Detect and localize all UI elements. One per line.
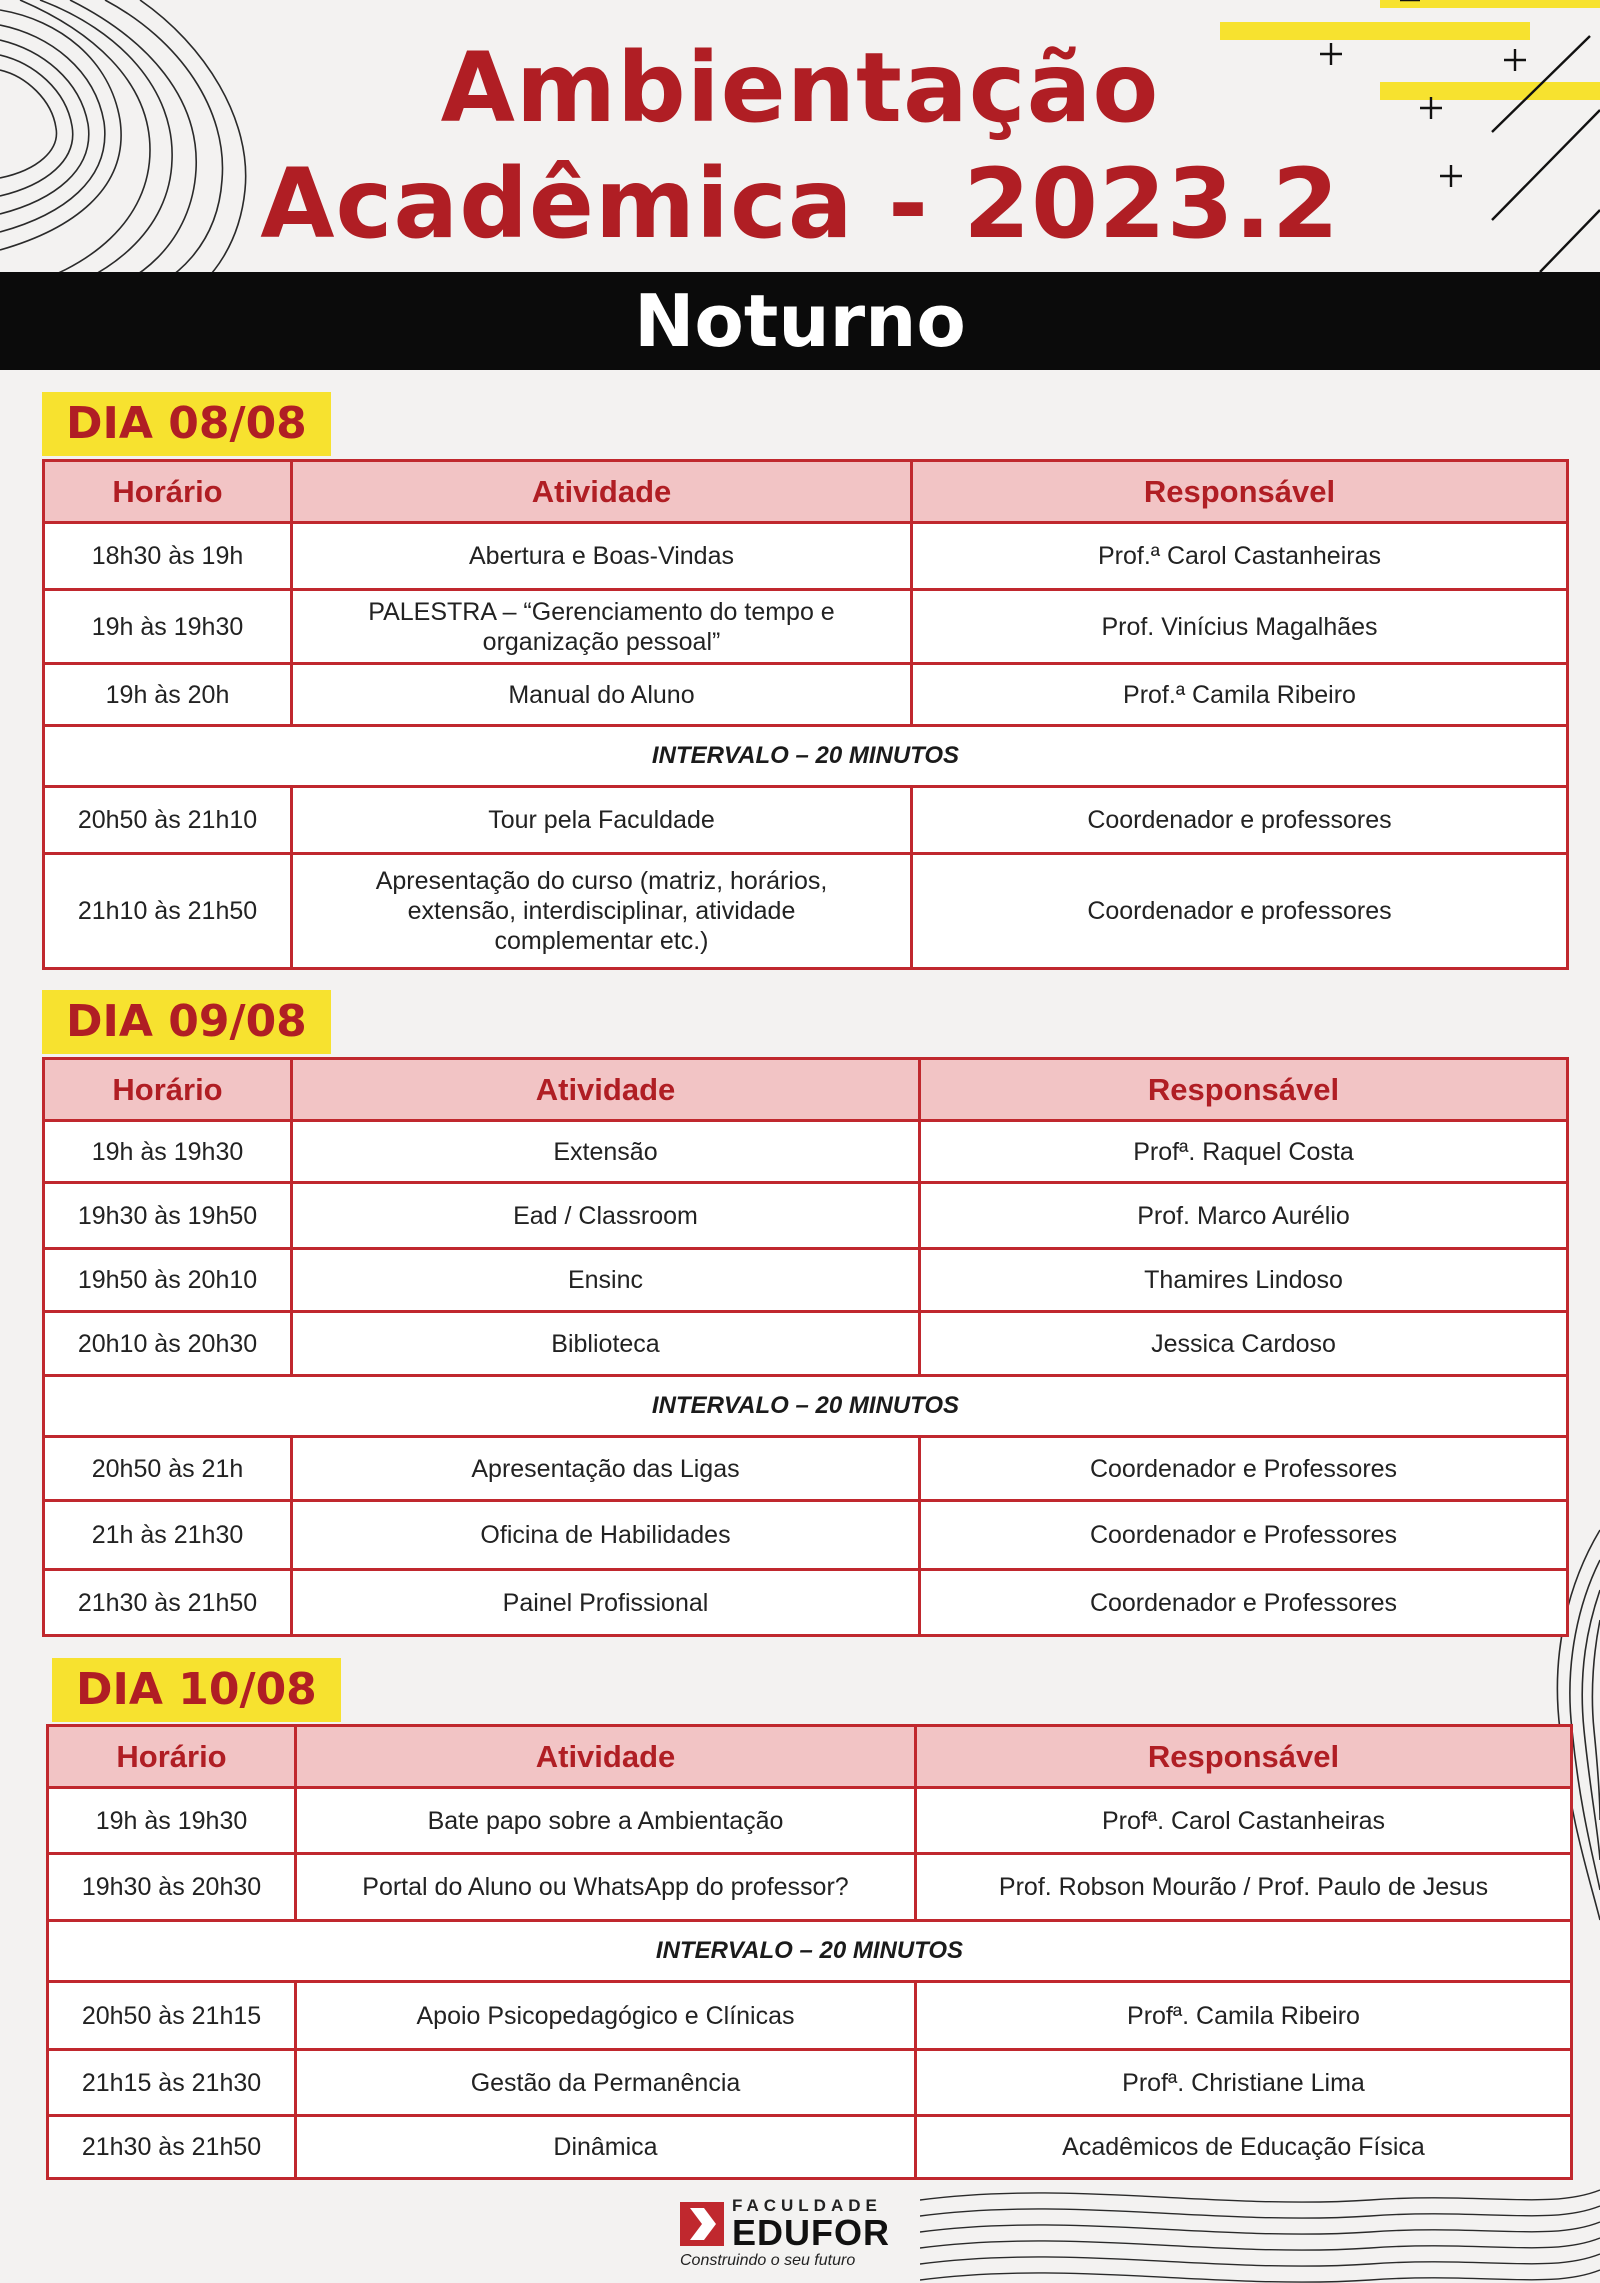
column-header-time: Horário <box>44 1059 292 1121</box>
activity-cell: Oficina de Habilidades <box>292 1501 920 1570</box>
edufor-logo <box>680 2196 920 2272</box>
table-row <box>44 1312 1568 1376</box>
table-row <box>44 1249 1568 1312</box>
table-row <box>44 1183 1568 1249</box>
table-row <box>44 1121 1568 1183</box>
logo-faculdade-text: FACULDADE <box>732 2196 882 2215</box>
table-row <box>48 1982 1572 2050</box>
interval-cell: INTERVALO – 20 MINUTOS <box>44 1376 1568 1437</box>
day-label-1: DIA 08/08 <box>42 392 331 456</box>
activity-cell: Manual do Aluno <box>292 664 912 726</box>
responsible-cell: Coordenador e Professores <box>920 1501 1568 1570</box>
time-cell: 21h às 21h30 <box>44 1501 292 1570</box>
time-cell: 21h15 às 21h30 <box>48 2050 296 2116</box>
time-cell: 21h10 às 21h50 <box>44 854 292 969</box>
activity-cell: Apoio Psicopedagógico e Clínicas <box>296 1982 916 2050</box>
time-cell: 19h às 19h30 <box>48 1788 296 1854</box>
responsible-cell: Coordenador e professores <box>912 854 1568 969</box>
time-cell: 19h30 às 20h30 <box>48 1854 296 1921</box>
logo-chevron-icon <box>680 2202 724 2246</box>
interval-row <box>48 1921 1572 1982</box>
table-row <box>44 590 1568 664</box>
day-label-2: DIA 09/08 <box>42 990 331 1054</box>
activity-cell: PALESTRA – “Gerenciamento do tempo e organização pessoal” <box>292 590 912 664</box>
table-row <box>44 1570 1568 1636</box>
table-row <box>44 664 1568 726</box>
responsible-cell: Prof. Robson Mourão / Prof. Paulo de Jesus <box>916 1854 1572 1921</box>
activity-cell: Dinâmica <box>296 2116 916 2179</box>
activity-cell: Bate papo sobre a Ambientação <box>296 1788 916 1854</box>
responsible-cell: Prof.ª Camila Ribeiro <box>912 664 1568 726</box>
page-title <box>0 30 1600 262</box>
column-header-time: Horário <box>48 1726 296 1788</box>
responsible-cell: Profª. Carol Castanheiras <box>916 1788 1572 1854</box>
logo-tagline: Construindo o seu futuro <box>680 2252 856 2269</box>
time-cell: 19h às 19h30 <box>44 590 292 664</box>
table-row <box>48 2116 1572 2179</box>
activity-cell: Ead / Classroom <box>292 1183 920 1249</box>
table-row <box>44 854 1568 969</box>
logo-name-text: EDUFOR <box>732 2212 890 2253</box>
activity-cell: Gestão da Permanência <box>296 2050 916 2116</box>
schedule-table-day-1 <box>42 459 1569 970</box>
title-line-1: Ambientação <box>440 32 1160 144</box>
responsible-cell: Coordenador e Professores <box>920 1437 1568 1501</box>
interval-cell: INTERVALO – 20 MINUTOS <box>48 1921 1572 1982</box>
schedule-table-day-3 <box>46 1724 1573 2180</box>
responsible-cell: Prof.ª Carol Castanheiras <box>912 523 1568 590</box>
table-row <box>44 1501 1568 1570</box>
column-header-activity: Atividade <box>292 461 912 523</box>
responsible-cell: Profª. Camila Ribeiro <box>916 1982 1572 2050</box>
responsible-cell: Coordenador e Professores <box>920 1570 1568 1636</box>
time-cell: 18h30 às 19h <box>44 523 292 590</box>
responsible-cell: Prof. Marco Aurélio <box>920 1183 1568 1249</box>
table-row <box>48 1854 1572 1921</box>
table-header-row <box>44 461 1568 523</box>
time-cell: 19h às 19h30 <box>44 1121 292 1183</box>
time-cell: 19h50 às 20h10 <box>44 1249 292 1312</box>
title-line-2: Acadêmica - 2023.2 <box>260 148 1340 260</box>
table-row <box>44 523 1568 590</box>
activity-cell: Ensinc <box>292 1249 920 1312</box>
activity-cell: Portal do Aluno ou WhatsApp do professor? <box>296 1854 916 1921</box>
column-header-activity: Atividade <box>292 1059 920 1121</box>
time-cell: 20h50 às 21h <box>44 1437 292 1501</box>
activity-cell: Tour pela Faculdade <box>292 787 912 854</box>
table-header-row <box>48 1726 1572 1788</box>
table-row <box>48 2050 1572 2116</box>
table-row <box>44 1437 1568 1501</box>
time-cell: 20h50 às 21h15 <box>48 1982 296 2050</box>
column-header-responsible: Responsável <box>916 1726 1572 1788</box>
activity-cell: Apresentação das Ligas <box>292 1437 920 1501</box>
time-cell: 19h às 20h <box>44 664 292 726</box>
activity-cell: Extensão <box>292 1121 920 1183</box>
column-header-time: Horário <box>44 461 292 523</box>
time-cell: 21h30 às 21h50 <box>48 2116 296 2179</box>
contour-lines-decoration-bottom <box>920 2180 1600 2283</box>
shift-banner: Noturno <box>0 272 1600 370</box>
activity-cell: Abertura e Boas-Vindas <box>292 523 912 590</box>
responsible-cell: Profª. Raquel Costa <box>920 1121 1568 1183</box>
interval-cell: INTERVALO – 20 MINUTOS <box>44 726 1568 787</box>
column-header-responsible: Responsável <box>920 1059 1568 1121</box>
table-header-row <box>44 1059 1568 1121</box>
interval-row <box>44 726 1568 787</box>
responsible-cell: Jessica Cardoso <box>920 1312 1568 1376</box>
table-row <box>48 1788 1572 1854</box>
column-header-responsible: Responsável <box>912 461 1568 523</box>
schedule-table-day-2 <box>42 1057 1569 1637</box>
time-cell: 21h30 às 21h50 <box>44 1570 292 1636</box>
activity-cell: Painel Profissional <box>292 1570 920 1636</box>
activity-cell: Biblioteca <box>292 1312 920 1376</box>
column-header-activity: Atividade <box>296 1726 916 1788</box>
responsible-cell: Coordenador e professores <box>912 787 1568 854</box>
table-row <box>44 787 1568 854</box>
activity-cell: Apresentação do curso (matriz, horários, extensão, interdisciplinar, atividade complementar etc.) <box>292 854 912 969</box>
time-cell: 20h50 às 21h10 <box>44 787 292 854</box>
responsible-cell: Profª. Christiane Lima <box>916 2050 1572 2116</box>
time-cell: 20h10 às 20h30 <box>44 1312 292 1376</box>
day-label-3: DIA 10/08 <box>52 1658 341 1722</box>
interval-row <box>44 1376 1568 1437</box>
time-cell: 19h30 às 19h50 <box>44 1183 292 1249</box>
responsible-cell: Prof. Vinícius Magalhães <box>912 590 1568 664</box>
responsible-cell: Acadêmicos de Educação Física <box>916 2116 1572 2179</box>
responsible-cell: Thamires Lindoso <box>920 1249 1568 1312</box>
